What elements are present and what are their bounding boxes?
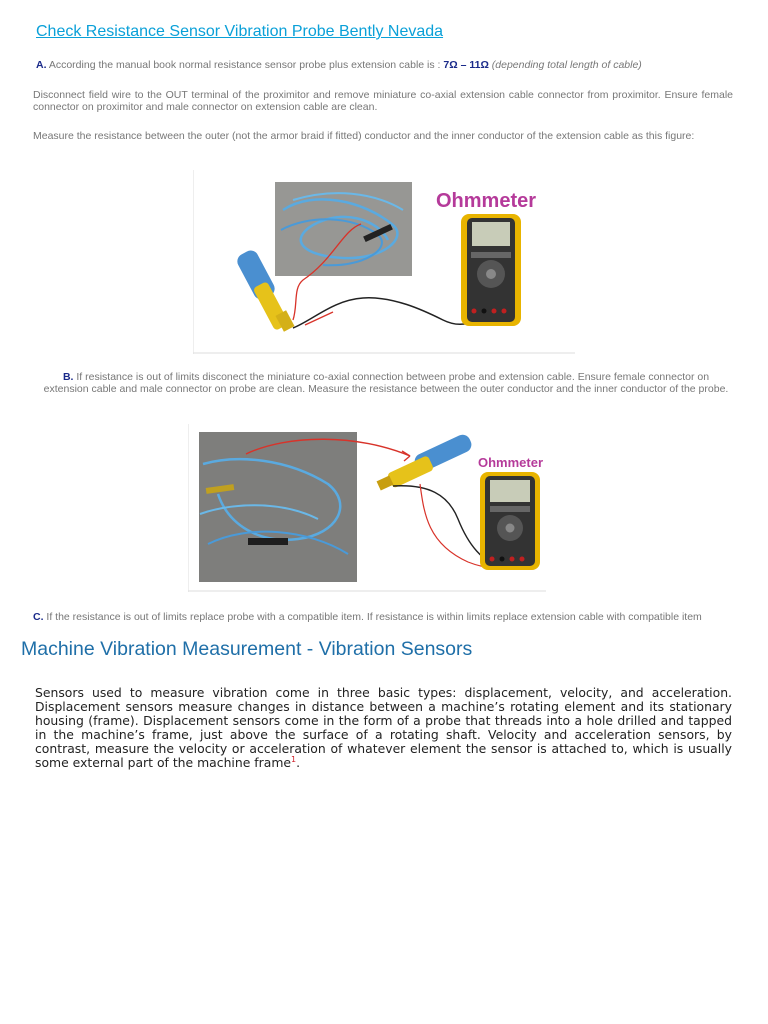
resistance-note: (depending total length of cable) [491, 59, 642, 71]
ohmmeter-2 [478, 455, 543, 570]
document-title[interactable]: Check Resistance Sensor Vibration Probe Bently Nevada [36, 23, 444, 40]
section-heading: Machine Vibration Measurement - Vibration Sensors [21, 638, 473, 660]
figure-2 [188, 424, 546, 592]
figure-1-illustration [193, 170, 575, 354]
cable-photo-2 [199, 432, 357, 582]
paragraph-end: . [296, 755, 301, 770]
ohmmeter-1-label: Ohmmeter [436, 190, 537, 212]
footnote-ref[interactable]: 1 [291, 754, 297, 764]
figure-2-illustration [188, 424, 546, 592]
para-measure: Measure the resistance between the outer (not the armor braid if fitted) conductor and the inner conductor of the extension cable as this figure: [33, 130, 695, 142]
section-a [36, 59, 736, 71]
section-c-label: C. [33, 611, 44, 623]
figure-1 [193, 170, 575, 354]
section-a-text: According the manual book normal resistance sensor probe plus extension cable is : [48, 59, 441, 71]
cable-photo [275, 182, 412, 276]
section-c [33, 611, 733, 623]
ohmmeter-2-label: Ohmmeter [478, 455, 544, 470]
paragraph-text: Sensors used to measure vibration come in three basic types: displacement, velocity, and acceleration. Displacement sensors measure changes in distance between a machine’s rotating element and its stationary housing (frame). Displacement sensors come in the form of a probe that threads into a hole drilled and tapped in the machine’s frame, just above the surface of a rotating shaft. Velocity and acceleration sensors, by contrast, measure the velocity or acceleration of whatever element the sensor is attached to, which is usually some external part of the machine frame [35, 685, 732, 770]
section-b-text: If resistance is out of limits disconect the miniature co-axial connection between probe and extension cable. Ensure female connector on extension cable and male connector on probe are clean. Measure the resistance between the outer conductor and the inner conductor of the probe. [43, 371, 729, 395]
vibration-sensors-paragraph [35, 686, 732, 770]
para-disconnect: Disconnect field wire to the OUT terminal of the proximitor and remove miniature co-axial extension cable connector from proximitor. Ensure female connector on proximitor and male connector on extension cable are clean. [33, 89, 733, 113]
section-b-label: B. [62, 371, 74, 383]
section-a-label: A. [36, 59, 47, 71]
resistance-value: 7Ω – 11Ω [443, 59, 489, 71]
section-b [40, 371, 732, 395]
section-c-text: If the resistance is out of limits replace probe with a compatible item. If resistance is within limits replace extension cable with compatible item [46, 611, 702, 623]
